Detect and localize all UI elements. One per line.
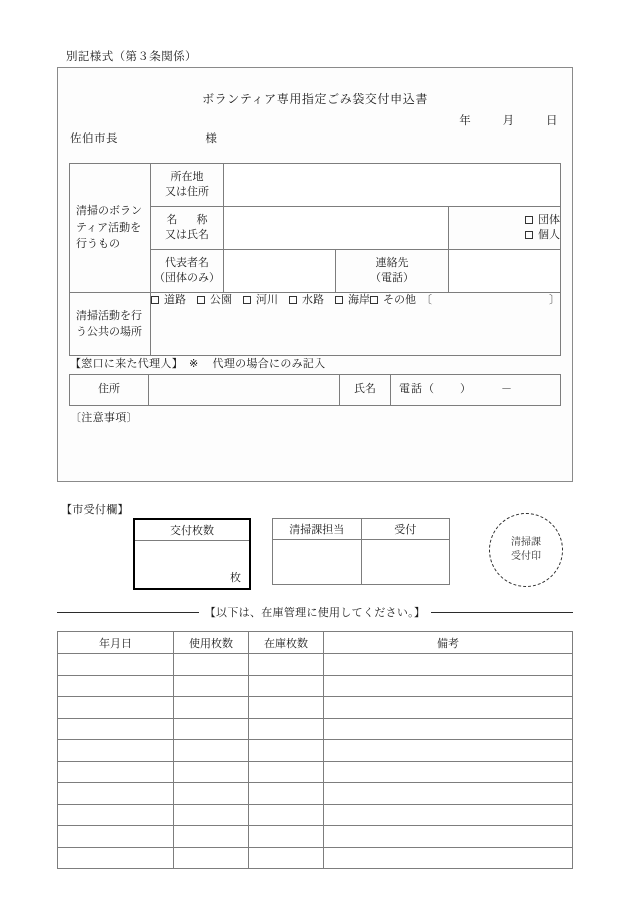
checkbox-option-group[interactable]: [449, 213, 560, 228]
table-row-issue-value: [134, 541, 250, 590]
row-label-name: [151, 207, 224, 250]
divider-line-right: [431, 612, 573, 613]
checkbox-option-waterway[interactable]: [289, 294, 324, 306]
cell-remarks[interactable]: [324, 804, 573, 826]
table-row-proxy: [70, 375, 561, 406]
cell-used[interactable]: [174, 826, 249, 848]
checkbox-label-river: 河川: [256, 294, 278, 306]
checkbox-icon-group[interactable]: [525, 216, 533, 224]
checkbox-icon-river[interactable]: [243, 296, 251, 304]
cell-stock[interactable]: [249, 761, 324, 783]
cell-used[interactable]: [174, 761, 249, 783]
cell-stock[interactable]: [249, 847, 324, 869]
checkbox-label-waterway: 水路: [302, 294, 324, 306]
staff-value-charge[interactable]: [273, 540, 362, 585]
checkbox-option-road[interactable]: [151, 294, 186, 306]
issue-count-value-cell[interactable]: [134, 541, 250, 590]
cell-remarks[interactable]: [324, 783, 573, 805]
issue-count-unit: 枚: [230, 572, 241, 584]
table-row: [58, 761, 573, 783]
table-row: [58, 675, 573, 697]
staff-value-reception[interactable]: [361, 540, 450, 585]
cell-used[interactable]: [174, 654, 249, 676]
cell-date[interactable]: [58, 654, 174, 676]
cell-used[interactable]: [174, 697, 249, 719]
applicant-group-label: 清掃のボランティア活動を行うもの: [70, 164, 151, 293]
table-row-location: [70, 164, 561, 207]
public-place-label: 清掃活動を行う公共の場所: [70, 293, 151, 356]
cell-stock[interactable]: [249, 697, 324, 719]
issue-count-table: [133, 518, 251, 590]
checkbox-label-road: 道路: [164, 294, 186, 306]
proxy-tel-paren-close: ）: [460, 383, 471, 396]
cell-used[interactable]: [174, 718, 249, 740]
checkbox-option-park[interactable]: [197, 294, 232, 306]
staff-header-reception: 受付: [361, 519, 450, 540]
proxy-note-text: 代理の場合にのみ記入: [212, 358, 326, 370]
cell-used[interactable]: [174, 783, 249, 805]
proxy-heading-text: 【窓口に来た代理人】: [70, 358, 183, 370]
input-name[interactable]: [224, 207, 449, 250]
row-label-location-bottom: 又は住所: [165, 186, 209, 198]
table-row: [58, 718, 573, 740]
cell-remarks[interactable]: [324, 740, 573, 762]
staff-reception-table: [272, 518, 450, 585]
cell-date[interactable]: [58, 761, 174, 783]
cell-date[interactable]: [58, 675, 174, 697]
cell-remarks[interactable]: [324, 761, 573, 783]
row-label-representative: [151, 250, 224, 293]
inventory-header-stock: 在庫枚数: [249, 632, 324, 654]
row-label-representative-bottom: （団体のみ）: [154, 272, 220, 284]
document-title: ボランティア専用指定ごみ袋交付申込書: [202, 92, 428, 106]
checkbox-icon-individual[interactable]: [525, 231, 533, 239]
checkbox-icon-road[interactable]: [151, 296, 159, 304]
table-row: [58, 847, 573, 869]
table-row-issue-header: [134, 519, 250, 541]
divider-line-left: [57, 612, 199, 613]
row-label-name-bottom: 又は氏名: [165, 229, 209, 241]
cell-remarks[interactable]: [324, 718, 573, 740]
cell-date[interactable]: [58, 826, 174, 848]
proxy-section-heading: [70, 355, 326, 371]
cell-remarks[interactable]: [324, 654, 573, 676]
stamp-line-1: 清掃課: [511, 536, 541, 548]
cell-date[interactable]: [58, 718, 174, 740]
other-bracket-close: 〕: [549, 294, 560, 306]
public-place-checkbox-group: [151, 293, 561, 356]
input-contact-phone[interactable]: [448, 250, 560, 293]
stamp-line-2: 受付印: [511, 551, 541, 562]
cell-remarks[interactable]: [324, 847, 573, 869]
checkbox-label-coast: 海岸: [348, 294, 370, 306]
checkbox-icon-park[interactable]: [197, 296, 205, 304]
inventory-header-used: 使用枚数: [174, 632, 249, 654]
cell-remarks[interactable]: [324, 826, 573, 848]
table-header-row: [58, 632, 573, 654]
table-row-staff-value: [273, 540, 450, 585]
table-row: [58, 697, 573, 719]
proxy-note-mark: ※: [189, 358, 199, 370]
cell-stock[interactable]: [249, 740, 324, 762]
table-row: [58, 654, 573, 676]
checkbox-label-other: その他: [383, 294, 416, 306]
cell-stock[interactable]: [249, 654, 324, 676]
inventory-header-date: 年月日: [58, 632, 174, 654]
row-label-representative-top: 代表者名: [165, 256, 209, 269]
date-month-label: 月: [502, 115, 515, 127]
reception-heading: 【市受付欄】: [61, 504, 129, 516]
applicant-type-checkbox-group: [448, 207, 560, 250]
table-row-staff-header: [273, 519, 450, 540]
applicant-table: [69, 163, 561, 356]
issue-count-header: 交付枚数: [134, 519, 250, 541]
cell-stock[interactable]: [249, 804, 324, 826]
proxy-tel-dash: －: [501, 383, 512, 396]
inventory-table: [57, 631, 573, 869]
checkbox-option-river[interactable]: [243, 294, 278, 306]
cell-date[interactable]: [58, 783, 174, 805]
cell-remarks[interactable]: [324, 675, 573, 697]
checkbox-label-individual: 個人: [538, 229, 560, 241]
checkbox-icon-other[interactable]: [370, 296, 378, 304]
checkbox-option-other[interactable]: [370, 294, 416, 306]
cell-stock[interactable]: [249, 826, 324, 848]
cell-remarks[interactable]: [324, 697, 573, 719]
cell-stock[interactable]: [249, 675, 324, 697]
table-row: [58, 740, 573, 762]
cell-used[interactable]: [174, 804, 249, 826]
staff-header-charge: 清掃課担当: [273, 519, 362, 540]
cell-date[interactable]: [58, 804, 174, 826]
notes-label: 〔注意事項〕: [70, 412, 138, 424]
proxy-tel-paren-open: （: [423, 383, 434, 396]
proxy-tel-label: 電話: [399, 383, 423, 396]
contact-label-top: 連絡先: [375, 256, 409, 269]
form-code-label: 別記様式（第３条関係）: [66, 51, 197, 63]
input-proxy-phone[interactable]: [391, 375, 561, 406]
cell-date[interactable]: [58, 847, 174, 869]
row-label-location-top: 所在地: [170, 170, 204, 183]
divider-text: 【以下は、在庫管理に使用してください。】: [204, 607, 426, 619]
cell-date[interactable]: [58, 740, 174, 762]
row-label-location: [151, 164, 224, 207]
checkbox-icon-waterway[interactable]: [289, 296, 297, 304]
date-day-label: 日: [546, 115, 558, 127]
inventory-header-remarks: 備考: [324, 632, 573, 654]
cell-stock[interactable]: [249, 783, 324, 805]
checkbox-label-group: 団体: [538, 213, 560, 226]
date-year-label: 年: [459, 115, 472, 127]
checkbox-label-park: 公園: [210, 294, 232, 306]
other-bracket-open: 〔: [421, 294, 432, 306]
table-row: [58, 804, 573, 826]
proxy-table: [69, 374, 561, 406]
checkbox-option-coast[interactable]: [335, 294, 370, 306]
proxy-address-label: 住所: [70, 375, 149, 406]
table-row-public-place: [70, 293, 561, 356]
addressee-line: [70, 130, 217, 146]
addressee-name: 佐伯市長: [70, 133, 118, 145]
cell-date[interactable]: [58, 697, 174, 719]
proxy-name-label: 氏名: [340, 375, 391, 406]
contact-label-bottom: （電話）: [369, 272, 414, 284]
addressee-honorific: 様: [205, 133, 218, 145]
cell-used[interactable]: [174, 675, 249, 697]
cell-stock[interactable]: [249, 718, 324, 740]
date-entry-line: [459, 112, 558, 128]
cell-used[interactable]: [174, 847, 249, 869]
checkbox-icon-coast[interactable]: [335, 296, 343, 304]
row-label-name-top: 名 称: [166, 213, 212, 226]
cell-used[interactable]: [174, 740, 249, 762]
checkbox-option-individual[interactable]: [449, 228, 560, 243]
input-representative[interactable]: [224, 250, 336, 293]
input-location[interactable]: [224, 164, 561, 207]
contact-label: [336, 250, 448, 293]
reception-stamp-placeholder: [489, 513, 563, 587]
input-proxy-address[interactable]: [149, 375, 340, 406]
table-row: [58, 783, 573, 805]
table-row: [58, 826, 573, 848]
document-frame: [57, 67, 573, 482]
section-divider: [57, 604, 573, 620]
